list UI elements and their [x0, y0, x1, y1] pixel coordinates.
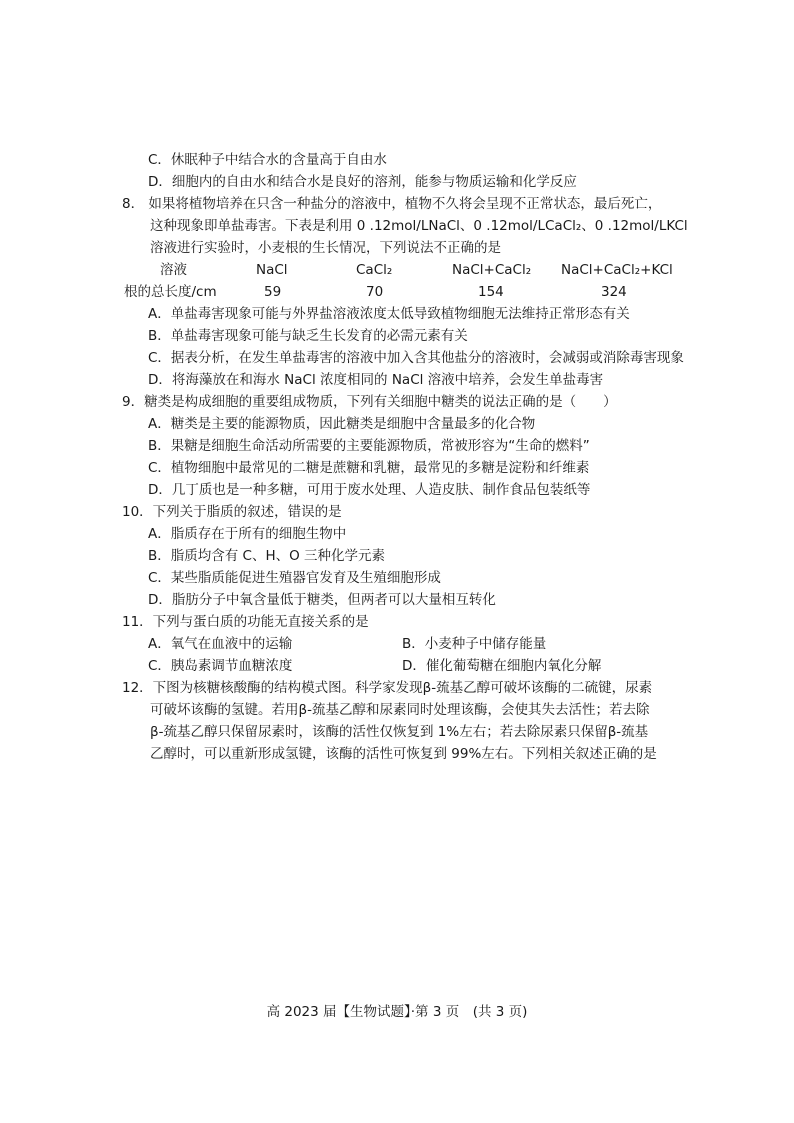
q7-option-d: D．细胞内的自由水和结合水是良好的溶剂，能参与物质运输和化学反应 [148, 174, 577, 190]
page-footer: 高 2023 届【生物试题】·第 3 页 (共 3 页) [266, 1004, 528, 1020]
q11-option-a: A．氧气在血液中的运输 [148, 636, 293, 652]
q8-stem-line3: 溶液进行实验时，小麦根的生长情况，下列说法不正确的是 [150, 240, 501, 256]
q8-option-b: B．单盐毒害现象可能与缺乏生长发育的必需元素有关 [148, 328, 468, 344]
q11-option-d: D．催化葡萄糖在细胞内氧化分解 [402, 658, 602, 674]
q9-option-b: B．果糖是细胞生命活动所需要的主要能源物质，常被形容为“生命的燃料” [148, 438, 590, 454]
q11-option-c: C．胰岛素调节血糖浓度 [148, 658, 293, 674]
q12-stem-line2: 可破坏该酶的氢键。若用β-巯基乙醇和尿素同时处理该酶，会使其失去活性；若去除 [150, 702, 650, 718]
q8-stem-line2: 这种现象即单盐毒害。下表是利用 0 .12mol/LNaCl、0 .12mol/LCaCl₂、0 .12mol/LKCl [150, 218, 688, 234]
q10-stem: 10．下列关于脂质的叙述，错误的是 [122, 504, 342, 520]
table-col-nacl-cacl2: NaCl+CaCl₂ [452, 262, 532, 278]
q10-option-d: D．脂肪分子中氧含量低于糖类，但两者可以大量相互转化 [148, 592, 496, 608]
q10-option-a: A．脂质存在于所有的细胞生物中 [148, 526, 347, 542]
q12-stem-line1: 12．下图为核糖核酸酶的结构模式图。科学家发现β-巯基乙醇可破坏该酶的二硫键，尿素 [122, 680, 653, 696]
q12-stem-line3: β-巯基乙醇只保留尿素时，该酶的活性仅恢复到 1%左右；若去除尿素只保留β-巯基 [150, 724, 649, 740]
q8-option-a: A．单盐毒害现象可能与外界盐溶液浓度太低导致植物细胞无法维持正常形态有关 [148, 306, 630, 322]
q9-stem: 9．糖类是构成细胞的重要组成物质，下列有关细胞中糖类的说法正确的是（ ） [122, 394, 617, 410]
q9-option-c: C．植物细胞中最常见的二糖是蔗糖和乳糖，最常见的多糖是淀粉和纤维素 [148, 460, 590, 476]
q11-option-b: B．小麦种子中储存能量 [402, 636, 547, 652]
q9-option-a: A．糖类是主要的能源物质，因此糖类是细胞中含量最多的化合物 [148, 416, 536, 432]
table-value-nacl: 59 [264, 284, 282, 300]
table-col-nacl-cacl2-kcl: NaCl+CaCl₂+KCl [561, 262, 673, 278]
q11-stem: 11．下列与蛋白质的功能无直接关系的是 [122, 614, 369, 630]
q9-option-d: D．几丁质也是一种多糖，可用于废水处理、人造皮肤、制作食品包装纸等 [148, 482, 591, 498]
table-col-nacl: NaCl [256, 262, 288, 278]
q8-stem-line1: 8． 如果将植物培养在只含一种盐分的溶液中，植物不久将会呈现不正常状态，最后死亡， [122, 196, 662, 212]
q10-option-b: B．脂质均含有 C、H、O 三种化学元素 [148, 548, 386, 564]
q8-option-d: D．将海藻放在和海水 NaCl 浓度相同的 NaCl 溶液中培养，会发生单盐毒害 [148, 372, 604, 388]
q10-option-c: C．某些脂质能促进生殖器官发育及生殖细胞形成 [148, 570, 441, 586]
table-value-nacl-cacl2-kcl: 324 [601, 284, 627, 300]
table-value-nacl-cacl2: 154 [478, 284, 504, 300]
table-header-label: 溶液 [160, 262, 187, 278]
q8-option-c: C．据表分析，在发生单盐毒害的溶液中加入含其他盐分的溶液时，会减弱或消除毒害现象 [148, 350, 684, 366]
table-col-cacl2: CaCl₂ [356, 262, 393, 278]
q12-stem-line4: 乙醇时，可以重新形成氢键，该酶的活性可恢复到 99%左右。下列相关叙述正确的是 [150, 746, 657, 762]
table-value-cacl2: 70 [366, 284, 384, 300]
table-row-label: 根的总长度/cm [124, 284, 217, 300]
q7-option-c: C．休眠种子中结合水的含量高于自由水 [148, 152, 387, 168]
